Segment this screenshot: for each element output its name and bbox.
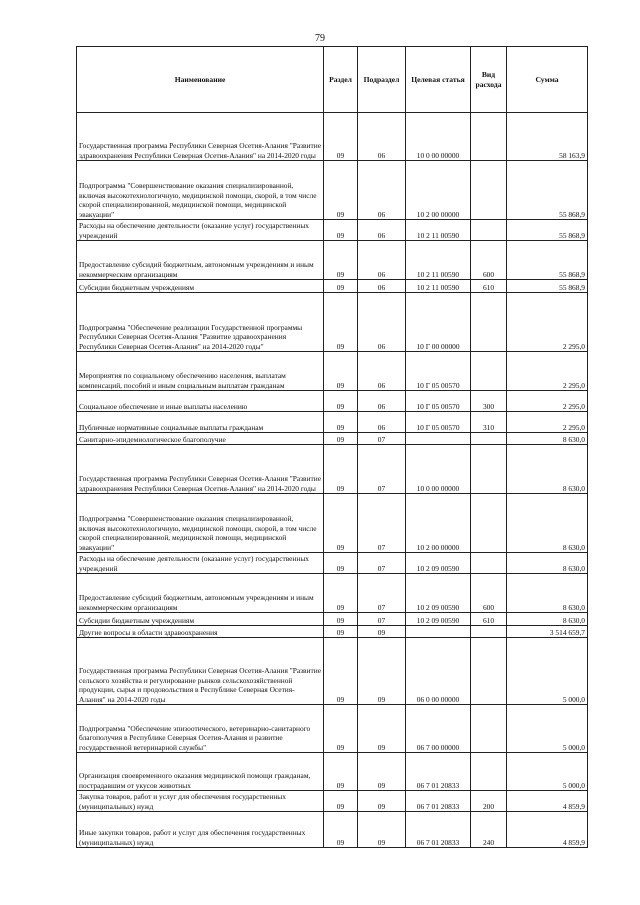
- row-subsection: 09: [358, 638, 406, 705]
- row-expense-type: 300: [471, 391, 507, 412]
- table-row: [77, 280, 588, 293]
- table-body: [77, 113, 588, 848]
- row-target: 10 0 00 00000: [406, 445, 471, 494]
- row-amount: 2 295,0: [507, 293, 588, 352]
- row-target: 06 7 01 20833: [406, 791, 471, 812]
- row-target: [406, 433, 471, 445]
- row-amount: 5 000,0: [507, 705, 588, 753]
- header-name: Наименование: [77, 47, 324, 113]
- row-target: 10 2 00 00000: [406, 494, 471, 553]
- row-target: 10 2 09 00590: [406, 553, 471, 574]
- row-expense-type: [471, 705, 507, 753]
- row-expense-type: [471, 553, 507, 574]
- table-row: [77, 220, 588, 241]
- row-section: 09: [324, 553, 358, 574]
- row-section: 09: [324, 445, 358, 494]
- row-name: Государственная программа Республики Северная Осетия-Алания "Развитие сельского хозяйства и регулирование рынков сельскохозяйственной продукции, сырья и продовольствия в Республике Северная Осетия-Алания" на 2014-2020 годы: [77, 638, 324, 705]
- row-amount: 55 868,9: [507, 280, 588, 293]
- table-row: [77, 553, 588, 574]
- row-expense-type: [471, 113, 507, 161]
- row-target: 10 Г 00 00000: [406, 293, 471, 352]
- row-expense-type: 200: [471, 791, 507, 812]
- row-name: Подпрограмма "Обеспечение реализации Государственной программы Республики Северная Осетия-Алания "Развитие здравоохранения Республики Северная Осетия-Алания" на 2014-2020 годы": [77, 293, 324, 352]
- row-name: Субсидии бюджетным учреждениям: [77, 280, 324, 293]
- row-amount: 3 514 659,7: [507, 626, 588, 638]
- row-subsection: 09: [358, 791, 406, 812]
- row-subsection: 06: [358, 220, 406, 241]
- row-expense-type: [471, 352, 507, 391]
- row-expense-type: [471, 753, 507, 791]
- row-expense-type: [471, 626, 507, 638]
- row-section: 09: [324, 293, 358, 352]
- row-section: 09: [324, 412, 358, 433]
- page-number: 79: [315, 33, 325, 44]
- row-target: [406, 626, 471, 638]
- table-row: [77, 626, 588, 638]
- row-section: 09: [324, 161, 358, 220]
- table-row: [77, 293, 588, 352]
- row-subsection: 06: [358, 352, 406, 391]
- row-section: 09: [324, 433, 358, 445]
- table-row: [77, 494, 588, 553]
- row-name: Предоставление субсидий бюджетным, автономным учреждениям и иным некоммерческим организациям: [77, 574, 324, 613]
- row-amount: 4 859,9: [507, 791, 588, 812]
- row-target: 10 2 09 00590: [406, 574, 471, 613]
- row-name: Предоставление субсидий бюджетным, автономным учреждениям и иным некоммерческим организациям: [77, 241, 324, 280]
- table-row: [77, 791, 588, 812]
- row-amount: 5 000,0: [507, 753, 588, 791]
- row-section: 09: [324, 391, 358, 412]
- row-expense-type: [471, 161, 507, 220]
- row-section: 09: [324, 753, 358, 791]
- row-section: 09: [324, 791, 358, 812]
- row-target: 10 Г 05 00570: [406, 391, 471, 412]
- row-name: Иные закупки товаров, работ и услуг для обеспечения государственных (муниципальных) нужд: [77, 812, 324, 848]
- row-name: Социальное обеспечение и иные выплаты населению: [77, 391, 324, 412]
- row-name: Закупка товаров, работ и услуг для обеспечения государственных (муниципальных) нужд: [77, 791, 324, 812]
- row-subsection: 06: [358, 161, 406, 220]
- table-row: [77, 613, 588, 626]
- row-section: 09: [324, 574, 358, 613]
- row-expense-type: [471, 433, 507, 445]
- table-row: [77, 412, 588, 433]
- row-name: Другие вопросы в области здравоохранения: [77, 626, 324, 638]
- header-section: Раздел: [324, 47, 358, 113]
- row-target: 10 2 00 00000: [406, 161, 471, 220]
- row-amount: 58 163,9: [507, 113, 588, 161]
- row-amount: 5 000,0: [507, 638, 588, 705]
- table-row: [77, 161, 588, 220]
- row-expense-type: 310: [471, 412, 507, 433]
- header-target: Целевая статья: [406, 47, 471, 113]
- row-amount: 55 868,9: [507, 220, 588, 241]
- row-target: 06 7 01 20833: [406, 753, 471, 791]
- row-target: 10 Г 05 00570: [406, 412, 471, 433]
- row-section: 09: [324, 705, 358, 753]
- row-subsection: 06: [358, 113, 406, 161]
- row-name: Подпрограмма "Совершенствование оказания специализированной, включая высокотехнологичную, медицинской помощи, скорой, в том числе скорой специализированной, медицинской помощи, медицинской эвакуации": [77, 161, 324, 220]
- row-target: 10 2 11 00590: [406, 241, 471, 280]
- row-expense-type: 600: [471, 574, 507, 613]
- row-name: Санитарно-эпидемиологическое благополучие: [77, 433, 324, 445]
- table-row: [77, 241, 588, 280]
- row-name: Субсидии бюджетным учреждениям: [77, 613, 324, 626]
- row-subsection: 06: [358, 293, 406, 352]
- row-amount: 8 630,0: [507, 445, 588, 494]
- row-target: 10 Г 05 00570: [406, 352, 471, 391]
- row-amount: 8 630,0: [507, 553, 588, 574]
- row-name: Подпрограмма "Совершенствование оказания специализированной, включая высокотехнологичную, медицинской помощи, скорой, в том числе скорой специализированной, медицинской помощи, медицинской эвакуации": [77, 494, 324, 553]
- row-amount: 55 868,9: [507, 161, 588, 220]
- row-target: 06 0 00 00000: [406, 638, 471, 705]
- row-expense-type: [471, 293, 507, 352]
- table-row: [77, 352, 588, 391]
- header-amount: Сумма: [507, 47, 588, 113]
- row-subsection: 07: [358, 433, 406, 445]
- table-row: [77, 812, 588, 848]
- row-section: 09: [324, 638, 358, 705]
- row-section: 09: [324, 812, 358, 848]
- header-expense-type: Вид расхода: [471, 47, 507, 113]
- row-target: 06 7 01 20833: [406, 812, 471, 848]
- row-name: Публичные нормативные социальные выплаты гражданам: [77, 412, 324, 433]
- row-expense-type: 610: [471, 613, 507, 626]
- row-subsection: 06: [358, 412, 406, 433]
- table-row: [77, 433, 588, 445]
- row-subsection: 09: [358, 753, 406, 791]
- row-section: 09: [324, 613, 358, 626]
- row-subsection: 06: [358, 241, 406, 280]
- row-expense-type: [471, 638, 507, 705]
- row-target: 06 7 00 00000: [406, 705, 471, 753]
- row-subsection: 06: [358, 280, 406, 293]
- table-row: [77, 638, 588, 705]
- row-subsection: 07: [358, 494, 406, 553]
- row-name: Государственная программа Республики Северная Осетия-Алания "Развитие здравоохранения Республики Северная Осетия-Алания" на 2014-2020 годы: [77, 113, 324, 161]
- header-subsection: Подраздел: [358, 47, 406, 113]
- budget-table: [76, 46, 588, 848]
- row-section: 09: [324, 220, 358, 241]
- row-subsection: 07: [358, 574, 406, 613]
- row-name: Государственная программа Республики Северная Осетия-Алания "Развитие здравоохранения Республики Северная Осетия-Алания" на 2014-2020 годы: [77, 445, 324, 494]
- row-name: Мероприятия по социальному обеспечению населения, выплатам компенсаций, пособий и иным социальным выплатам гражданам: [77, 352, 324, 391]
- row-amount: 2 295,0: [507, 391, 588, 412]
- row-target: 10 2 11 00590: [406, 280, 471, 293]
- table-row: [77, 113, 588, 161]
- table-row: [77, 705, 588, 753]
- row-amount: 8 630,0: [507, 494, 588, 553]
- row-amount: 2 295,0: [507, 412, 588, 433]
- row-section: 09: [324, 241, 358, 280]
- row-expense-type: [471, 445, 507, 494]
- table-row: [77, 391, 588, 412]
- row-target: 10 2 11 00590: [406, 220, 471, 241]
- table-row: [77, 445, 588, 494]
- row-section: 09: [324, 494, 358, 553]
- row-target: 10 0 00 00000: [406, 113, 471, 161]
- row-target: 10 2 09 00590: [406, 613, 471, 626]
- row-amount: 4 859,9: [507, 812, 588, 848]
- row-name: Расходы на обеспечение деятельности (оказание услуг) государственных учреждений: [77, 553, 324, 574]
- row-section: 09: [324, 352, 358, 391]
- table-row: [77, 574, 588, 613]
- row-section: 09: [324, 626, 358, 638]
- row-subsection: 09: [358, 812, 406, 848]
- row-subsection: 07: [358, 553, 406, 574]
- row-name: Расходы на обеспечение деятельности (оказание услуг) государственных учреждений: [77, 220, 324, 241]
- row-subsection: 07: [358, 445, 406, 494]
- row-subsection: 07: [358, 613, 406, 626]
- row-subsection: 09: [358, 626, 406, 638]
- table-row: [77, 753, 588, 791]
- row-name: Подпрограмма "Обеспечение эпизоотического, ветеринарно-санитарного благополучия в Республике Северная Осетия-Алания и развитие государственной ветеринарной службы": [77, 705, 324, 753]
- row-expense-type: 600: [471, 241, 507, 280]
- header-row: [77, 47, 588, 113]
- row-expense-type: [471, 494, 507, 553]
- row-expense-type: 240: [471, 812, 507, 848]
- row-section: 09: [324, 280, 358, 293]
- row-name: Организация своевременного оказания медицинской помощи гражданам, пострадавшим от укусов животных: [77, 753, 324, 791]
- row-section: 09: [324, 113, 358, 161]
- row-amount: 8 630,0: [507, 433, 588, 445]
- row-expense-type: 610: [471, 280, 507, 293]
- row-subsection: 09: [358, 705, 406, 753]
- row-subsection: 06: [358, 391, 406, 412]
- row-amount: 8 630,0: [507, 613, 588, 626]
- row-amount: 55 868,9: [507, 241, 588, 280]
- row-amount: 8 630,0: [507, 574, 588, 613]
- row-expense-type: [471, 220, 507, 241]
- row-amount: 2 295,0: [507, 352, 588, 391]
